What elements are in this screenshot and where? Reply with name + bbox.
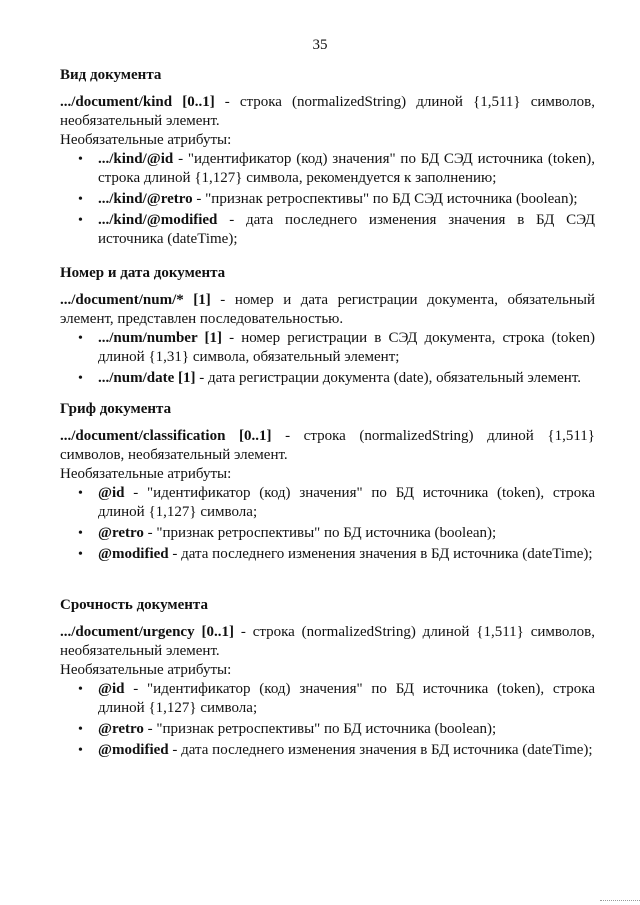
section-heading: Срочность документа — [60, 597, 208, 613]
optional-attributes-label: Необязательные атрибуты: — [60, 662, 232, 678]
optional-attributes-label: Необязательные атрибуты: — [60, 466, 232, 482]
list-item — [98, 190, 595, 209]
list-item — [98, 524, 595, 543]
element-description — [60, 427, 595, 465]
list-item — [98, 211, 595, 249]
attribute-list — [60, 680, 595, 760]
section-document-kind — [60, 66, 595, 251]
attribute-key: @retro — [98, 721, 144, 737]
element-path: .../document/num/* [1] — [60, 292, 211, 308]
element-desc-text: - номер и дата регистрации документа, обязательный элемент, представлен последовательностью. — [60, 292, 595, 327]
attribute-key: .../kind/@id — [98, 151, 174, 167]
attribute-list — [60, 150, 595, 249]
attribute-key: @id — [98, 681, 125, 697]
attribute-list — [60, 329, 595, 388]
element-path: .../document/urgency [0..1] — [60, 624, 234, 640]
list-item — [98, 680, 595, 718]
section-document-urgency — [60, 596, 595, 762]
attribute-list — [60, 484, 595, 564]
attribute-text: - "признак ретроспективы" по БД СЭД источника (boolean); — [192, 191, 578, 207]
attribute-key: @retro — [98, 525, 144, 541]
list-item — [98, 369, 595, 388]
element-desc-text: - строка (normalizedString) длиной {1,511} символов, необязательный элемент. — [60, 428, 595, 463]
section-heading: Номер и дата документа — [60, 265, 226, 281]
element-description — [60, 291, 595, 329]
element-desc-text: - строка (normalizedString) длиной {1,511} символов, необязательный элемент. — [60, 94, 595, 129]
list-item — [98, 329, 595, 367]
section-document-classification — [60, 400, 595, 566]
attribute-key: .../kind/@modified — [98, 212, 218, 228]
element-description — [60, 623, 595, 661]
element-path: .../document/classification [0..1] — [60, 428, 272, 444]
element-description — [60, 93, 595, 131]
attribute-key: @modified — [98, 742, 169, 758]
attribute-text: - дата регистрации документа (date), обязательный элемент. — [195, 370, 582, 386]
section-heading: Вид документа — [60, 67, 162, 83]
page-number: 35 — [312, 37, 328, 53]
list-item — [98, 484, 595, 522]
attribute-text: - "признак ретроспективы" по БД источника (boolean); — [143, 721, 497, 737]
list-item — [98, 741, 595, 760]
attribute-text: - дата последнего изменения значения в БД источника (dateTime); — [168, 742, 593, 758]
attribute-text: - номер регистрации в СЭД документа, строка (token) длиной {1,31} символа, обязательный элемент; — [98, 330, 595, 365]
optional-attributes-label: Необязательные атрибуты: — [60, 132, 232, 148]
attribute-key: .../num/date [1] — [98, 370, 196, 386]
attribute-text: - "признак ретроспективы" по БД источника (boolean); — [143, 525, 497, 541]
attribute-text: - "идентификатор (код) значения" по БД источника (token), строка длиной {1,127} символа; — [98, 485, 595, 520]
section-heading: Гриф документа — [60, 401, 172, 417]
scan-artifact — [600, 900, 640, 905]
attribute-key: .../kind/@retro — [98, 191, 193, 207]
attribute-text: - дата последнего изменения значения в БД источника (dateTime); — [168, 546, 593, 562]
list-item — [98, 150, 595, 188]
element-path: .../document/kind [0..1] — [60, 94, 215, 110]
list-item — [98, 545, 595, 564]
attribute-key: .../num/number [1] — [98, 330, 222, 346]
attribute-key: @id — [98, 485, 125, 501]
element-desc-text: - строка (normalizedString) длиной {1,511} символов, необязательный элемент. — [60, 624, 596, 659]
section-document-number — [60, 264, 595, 390]
attribute-text: - "идентификатор (код) значения" по БД источника (token), строка длиной {1,127} символа; — [98, 681, 595, 716]
list-item — [98, 720, 595, 739]
attribute-text: - дата последнего изменения значения в БД СЭД источника (dateTime); — [98, 212, 595, 247]
attribute-text: - "идентификатор (код) значения" по БД СЭД источника (token), строка длиной {1,127} символа, рекомендуется к заполнению; — [98, 151, 595, 186]
attribute-key: @modified — [98, 546, 169, 562]
